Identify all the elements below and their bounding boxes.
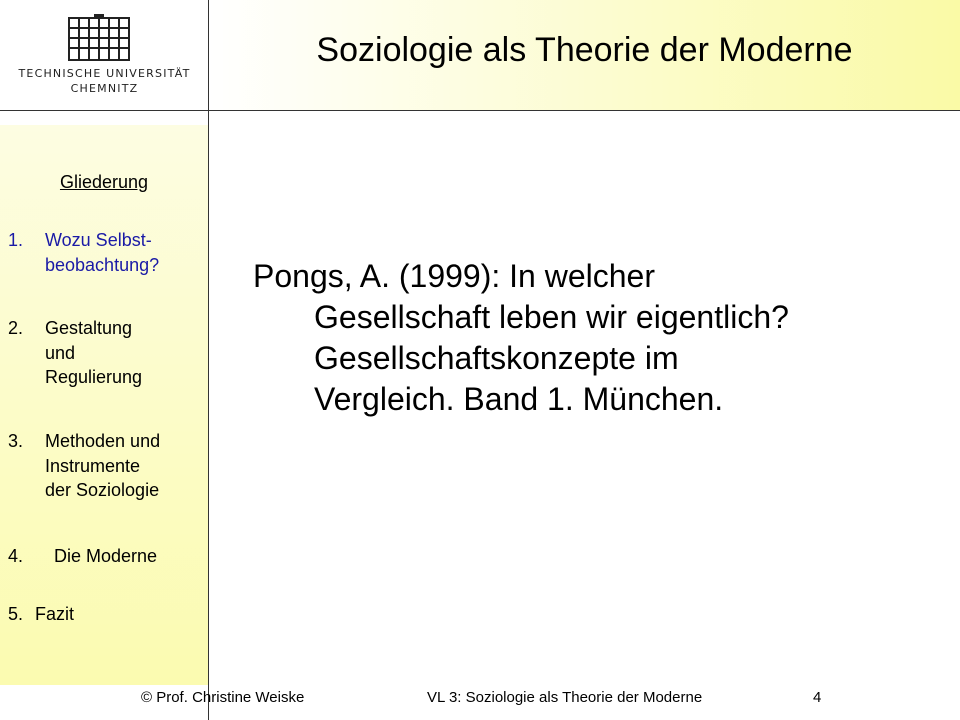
reference-line: Vergleich. Band 1. München.: [314, 381, 724, 417]
university-building-icon: [64, 14, 134, 64]
outline-item-label: und: [45, 342, 76, 363]
university-name-line1: TECHNISCHE UNIVERSITÄT: [18, 67, 191, 80]
reference-line: Pongs, A. (1999): In welcher: [253, 258, 655, 294]
university-name-line2: CHEMNITZ: [70, 82, 139, 95]
footer-course-title: VL 3: Soziologie als Theorie der Moderne: [427, 689, 703, 706]
outline-item-number: 1.: [8, 230, 24, 250]
bibliographic-reference: [253, 256, 933, 420]
outline-item-label: der Soziologie: [45, 480, 160, 500]
outline-item-number: 4.: [8, 546, 24, 566]
outline-item-number: 3.: [8, 431, 24, 451]
outline-item-number: 2.: [8, 318, 24, 338]
university-logo: [0, 0, 209, 110]
header-divider: [0, 110, 960, 111]
outline-item-label: Fazit: [35, 604, 75, 624]
outline-item-number: 5.: [8, 604, 24, 624]
outline-item-label: Methoden und: [45, 431, 161, 451]
outline-item-label: Instrumente: [45, 455, 141, 476]
reference-line: Gesellschaftskonzepte im: [314, 340, 679, 376]
outline-item-label: Regulierung: [45, 367, 143, 387]
outline-item-label: Die Moderne: [54, 546, 158, 566]
footer-author: © Prof. Christine Weiske: [141, 689, 305, 706]
reference-line: Gesellschaft leben wir eigentlich?: [314, 299, 789, 335]
page-title: Soziologie als Theorie der Moderne: [316, 31, 853, 69]
footer-page-number: 4: [813, 689, 822, 706]
outline-item-label: beobachtung?: [45, 254, 160, 275]
outline-item-label: Gestaltung: [45, 318, 133, 338]
outline-sidebar: [0, 125, 208, 685]
outline-title: Gliederung: [59, 172, 149, 192]
sidebar-divider: [208, 0, 209, 720]
outline-item-label: Wozu Selbst-: [45, 230, 152, 250]
